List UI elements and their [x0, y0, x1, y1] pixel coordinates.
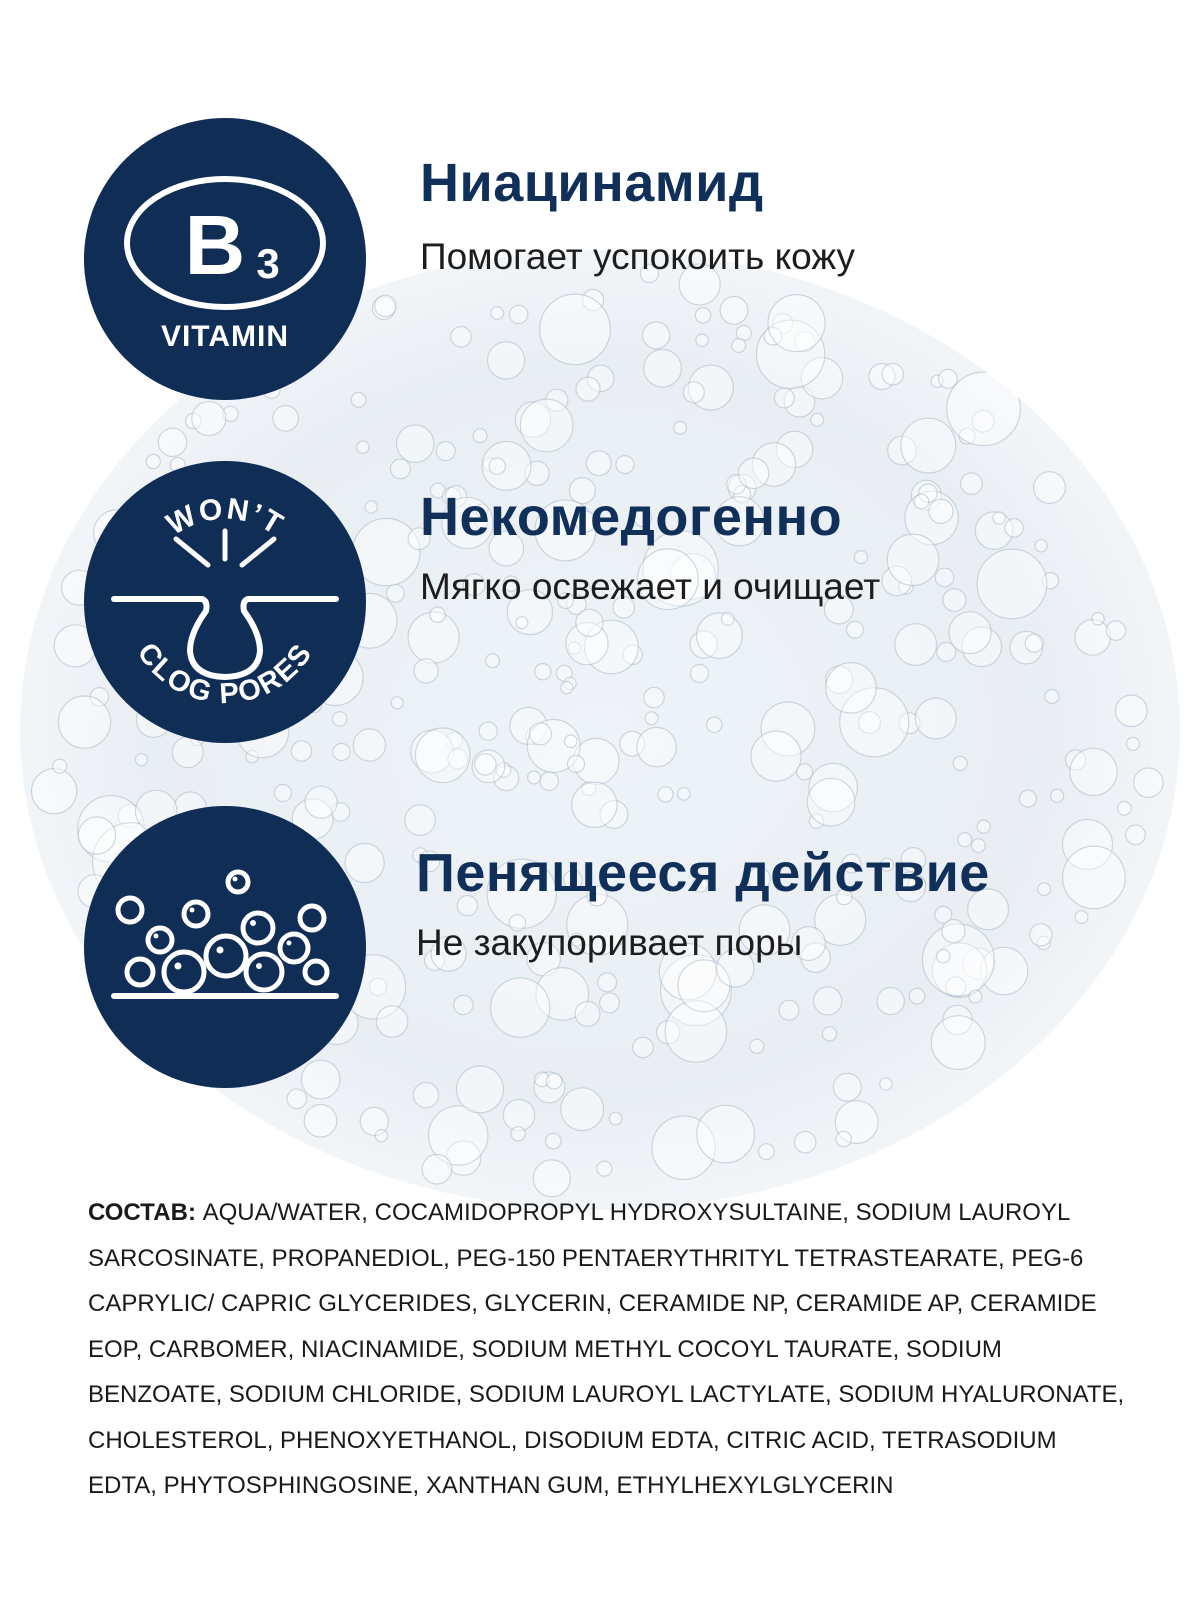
foam-bubble: [511, 1127, 525, 1141]
foam-bubble: [696, 334, 708, 346]
foam-bubble: [695, 308, 710, 323]
foam-bubble: [475, 754, 496, 775]
foam-bubble: [405, 805, 436, 836]
foam-bubble: [644, 350, 682, 388]
foam-bubble: [375, 295, 396, 316]
foam-bubble: [637, 727, 676, 766]
foam-bubble: [949, 612, 991, 654]
foam-bubble: [779, 1000, 799, 1020]
foam-bubble: [1030, 924, 1052, 946]
foam-bubble: [516, 617, 528, 629]
foam-bubble: [1117, 801, 1131, 815]
foam-bubble: [575, 1002, 600, 1027]
foam-bubble: [451, 327, 471, 347]
foam-bubble: [600, 993, 620, 1013]
foam-bubble: [847, 621, 864, 638]
foam-bubble: [732, 339, 746, 353]
foam-bubble: [1034, 472, 1066, 504]
foam-bubble: [1134, 768, 1163, 797]
foam-bubble: [936, 949, 950, 963]
foam-bubble: [836, 1131, 851, 1146]
foam-bubble: [953, 756, 967, 770]
foam-bubble: [561, 682, 573, 694]
foam-bubble: [387, 584, 405, 602]
foam-bubble: [1045, 690, 1059, 704]
foam-bubble: [691, 665, 709, 683]
foam-bubble: [674, 421, 687, 434]
foam-bubble: [993, 512, 1005, 524]
foam-bubble: [528, 771, 541, 784]
foam-bubble: [1127, 737, 1140, 750]
foam-bubble: [877, 988, 904, 1015]
foam-bubble: [540, 294, 611, 365]
foam-bubble: [53, 759, 67, 773]
vitamin-b3-badge: [84, 118, 366, 400]
foam-bubble: [333, 743, 350, 760]
foam-bubble: [768, 295, 825, 352]
foam-bubble: [609, 1112, 622, 1125]
foam-bubble: [365, 501, 377, 513]
foam-bubble: [929, 499, 953, 523]
foam-bubble: [643, 322, 670, 349]
foam-bubble: [488, 342, 525, 379]
foam-bubble: [540, 772, 558, 790]
foam-bubble: [969, 990, 982, 1003]
vitamin-letter: B: [184, 198, 246, 292]
foam-bubble: [598, 973, 617, 992]
foam-bubble: [854, 551, 867, 564]
pore-icon: [84, 461, 366, 743]
foam-bubble: [901, 418, 956, 473]
foam-bubble: [304, 1105, 337, 1138]
foam-bubble: [273, 406, 299, 432]
foam-bubble: [931, 1016, 985, 1070]
foam-bubble: [397, 425, 434, 462]
foam-bubble: [1075, 911, 1088, 924]
foam-bubble: [31, 769, 76, 814]
foam-bubble: [454, 995, 473, 1014]
foam-bubble: [192, 402, 226, 436]
foam-bubble: [822, 1027, 836, 1041]
foam-bubble: [546, 1073, 562, 1089]
vitamin-subscript: 3: [256, 240, 280, 287]
foam-bubble: [291, 741, 311, 761]
foam-bubble: [135, 754, 147, 766]
foam-bubble: [977, 549, 1047, 619]
foam-bubble: [909, 988, 925, 1004]
foam-bubble: [914, 494, 929, 509]
foam-bubble: [1106, 621, 1125, 640]
foam-bubble: [807, 778, 855, 826]
feature-title-niacinamide: Ниацинамид: [420, 153, 764, 213]
foam-bubble: [738, 458, 768, 488]
feature-subtitle-niacinamide: Помогает успокоить кожу: [420, 236, 856, 277]
foam-bubble: [707, 717, 722, 732]
pores-bottom-text: CLOG PORES: [130, 637, 320, 711]
foam-bubble: [274, 785, 291, 802]
foam-bubble: [977, 820, 990, 833]
foam-bubble: [561, 1088, 604, 1131]
foam-bubble: [833, 1073, 861, 1101]
foam-bubble: [947, 372, 1021, 446]
foam-bubble: [697, 613, 743, 659]
foam-bubble: [774, 388, 794, 408]
foam-bubble: [572, 782, 617, 827]
foam-bubble: [759, 1144, 775, 1160]
foam-bubble: [430, 607, 445, 622]
ingredients-text: AQUA/WATER, COCAMIDOPROPYL HYDROXYSULTAINE, SODIUM LAUROYL SARCOSINATE, PROPANEDIOL, PEG-150 PENTAERYTHRITYL TETRASTEARATE, PEG-6 CAPRYLIC/ CAPRIC GLYCERIDES, GLYCERIN, CERAMIDE NP, CERAMIDE AP, CERAMIDE EOP, CARBOMER, NIACINAMIDE, SODIUM METHYL COCOYL TAURATE, SODIUM BENZOATE, SODIUM CHLORIDE, SODIUM LAUROYL LACTYLATE, SODIUM HYALURONATE, CHOLESTEROL, PHENOXYETHANOL, DISODIUM EDTA, CITRIC ACID, TETRASODIUM EDTA, PHYTOSPHINGOSINE, XANTHAN GUM, ETHYLHEXYLGLYCERIN: [88, 1199, 1125, 1499]
foam-bubble: [1005, 519, 1023, 537]
foam-bubble: [1025, 634, 1043, 652]
foam-bubble: [510, 305, 528, 323]
foam-bubble: [1092, 613, 1104, 625]
foam-bubble: [529, 723, 551, 745]
foam-bubble: [943, 589, 966, 612]
foam-bubble: [880, 1078, 892, 1090]
foam-bubble: [568, 755, 585, 772]
foam-bubble: [473, 429, 487, 443]
foam-bubble: [375, 1130, 387, 1142]
foam-bubble: [576, 377, 600, 401]
foam-bubble: [535, 664, 551, 680]
foam-bubble: [391, 459, 411, 479]
foam-bubble: [1019, 790, 1036, 807]
feature-subtitle-foaming: Не закупоривает поры: [416, 922, 803, 963]
foam-bubble: [415, 728, 470, 783]
vitamin-label: VITAMIN: [160, 320, 290, 353]
foam-bubble: [436, 442, 455, 461]
ingredients-list: [88, 1190, 1128, 1509]
foam-bubble: [915, 698, 956, 739]
foam-bubble: [751, 731, 801, 781]
foam-bubble: [457, 1066, 504, 1113]
foam-bubble: [376, 1006, 407, 1037]
foam-bubble: [1075, 620, 1111, 656]
foam-bubble: [486, 654, 500, 668]
pores-top-text: WON’T: [161, 492, 290, 543]
foam-bubble: [158, 428, 186, 456]
foam-bubble: [422, 1154, 452, 1184]
foam-bubble: [678, 788, 691, 801]
foam-bubble: [1035, 540, 1047, 552]
foam-bubble: [489, 458, 505, 474]
foam-bubble: [597, 1161, 612, 1176]
foam-bubble: [1038, 883, 1051, 896]
feature-title-non-comedogenic: Некомедогенно: [420, 487, 843, 547]
foam-bubble: [357, 441, 369, 453]
foam-bubble: [1116, 695, 1148, 727]
foam-bubble: [479, 722, 497, 740]
foam-bubble: [616, 456, 634, 474]
foam-bubble: [814, 987, 842, 1015]
svg-text:CLOG PORES: [131, 637, 319, 710]
foam-bubble: [576, 609, 603, 636]
foam-bubble: [1063, 846, 1126, 909]
foam-bubble: [1070, 748, 1117, 795]
foam-bubble: [826, 663, 876, 713]
foam-bubble: [565, 735, 578, 748]
foam-bubble: [683, 382, 704, 403]
foam-bubble: [882, 364, 903, 385]
feature-subtitle-non-comedogenic: Мягко освежает и очищает: [420, 566, 881, 607]
foam-bubble: [811, 413, 824, 426]
vitamin-b3-icon: [84, 118, 366, 400]
ingredients-label: СОСТАВ:: [88, 1199, 196, 1226]
foam-bubble: [895, 624, 937, 666]
foam-bubble: [795, 1132, 816, 1153]
foam-bubble: [520, 399, 573, 452]
foam-bubble: [658, 787, 673, 802]
foam-bubble: [414, 659, 438, 683]
foam-bubble: [644, 687, 664, 707]
foam-bubble: [720, 297, 748, 325]
foam-bubble: [633, 1037, 653, 1057]
foam-bubble: [586, 451, 611, 476]
foam-bubble: [935, 568, 954, 587]
foam-bubble: [721, 613, 734, 626]
foam-bubble: [491, 307, 504, 320]
foam-bubble: [750, 1039, 764, 1053]
foam-bubble: [645, 712, 658, 725]
foam-bubble: [391, 697, 403, 709]
foam-bubble: [887, 534, 938, 585]
foam-bubble: [961, 473, 983, 495]
foaming-badge: [84, 806, 366, 1088]
feature-title-foaming: Пенящееся действие: [416, 843, 990, 903]
non-comedogenic-badge: [84, 461, 366, 743]
bubbles-icon: [84, 806, 366, 1088]
foam-bubble: [1126, 825, 1146, 845]
foam-bubble: [413, 1083, 438, 1108]
foam-bubble: [942, 920, 965, 943]
foam-bubble: [491, 978, 550, 1037]
foam-bubble: [1051, 789, 1064, 802]
foam-bubble: [287, 1089, 307, 1109]
foam-bubble: [697, 1105, 755, 1163]
foam-bubble: [546, 1133, 561, 1148]
